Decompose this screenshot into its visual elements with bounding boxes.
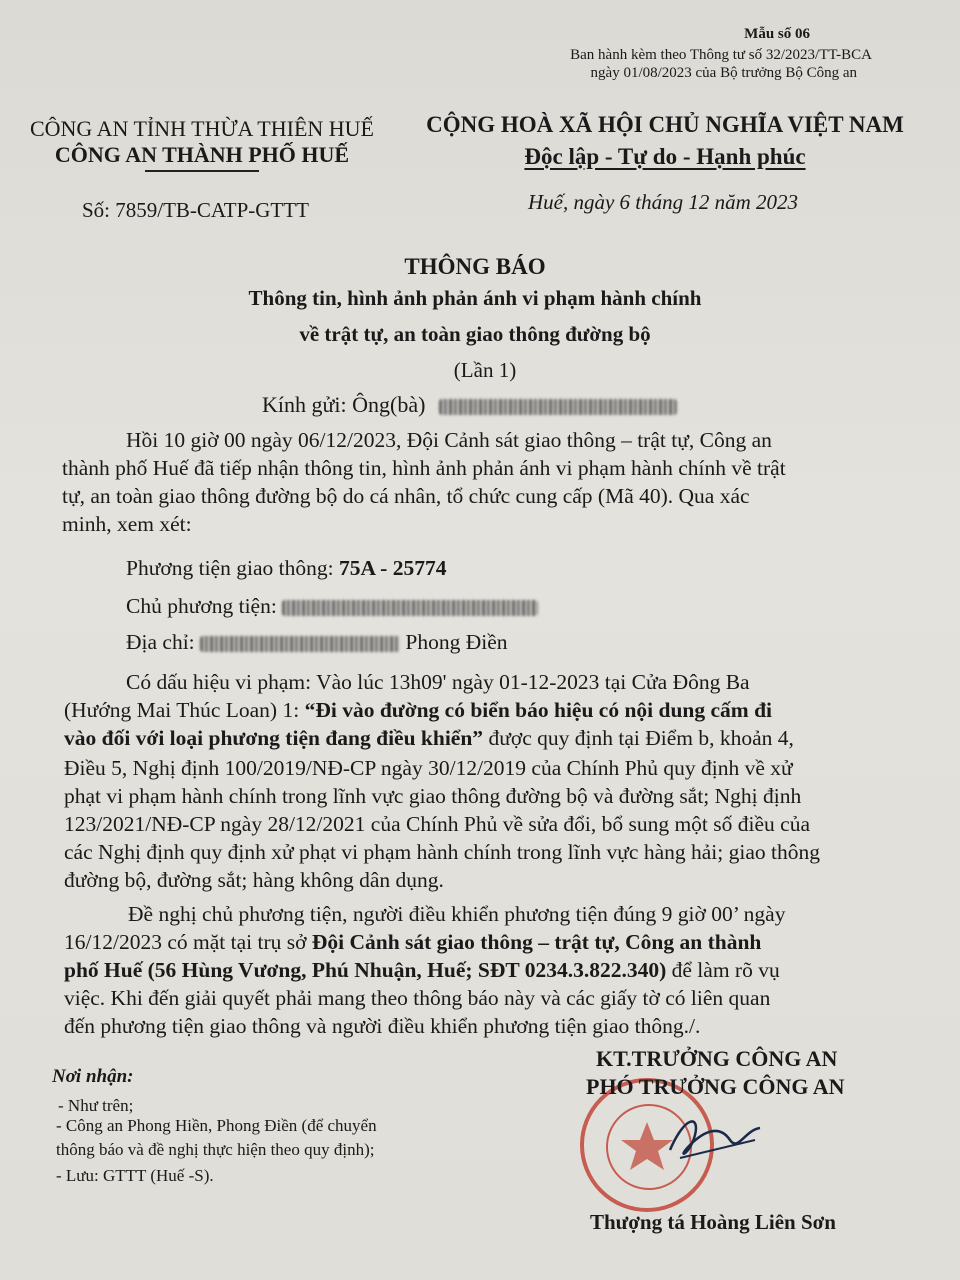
redacted-owner — [282, 600, 538, 616]
para1-line1: Hồi 10 giờ 00 ngày 06/12/2023, Đội Cảnh sát giao thông – trật tự, Công an — [126, 428, 772, 452]
national-header — [420, 112, 910, 170]
handwritten-signature — [660, 1110, 770, 1170]
para2-line8: đường bộ, đường sắt; hàng không dân dụng. — [64, 868, 444, 892]
para3-line1: Đề nghị chủ phương tiện, người điều khiển phương tiện đúng 9 giờ 00’ ngày — [128, 902, 786, 926]
document-subtitle-1: Thông tin, hình ảnh phản ánh vi phạm hành chính — [248, 286, 702, 310]
para2-line1: Có dấu hiệu vi phạm: Vào lúc 13h09' ngày 01-12-2023 tại Cửa Đông Ba — [126, 670, 750, 694]
vehicle-line: Phương tiện giao thông: 75A - 25774 — [126, 556, 447, 580]
issued-note-line1: Ban hành kèm theo Thông tư số 32/2023/TT-BCA — [570, 47, 872, 63]
signer-title-1: KT.TRƯỞNG CÔNG AN — [596, 1046, 838, 1071]
recipient-2a: - Công an Phong Hiền, Phong Điền (để chuyển — [56, 1116, 377, 1135]
para2-line6: 123/2021/NĐ-CP ngày 28/12/2021 của Chính Phủ về sửa đổi, bổ sung một số điều của — [64, 812, 810, 836]
owner-line: Chủ phương tiện: — [126, 594, 538, 619]
nation-motto: Độc lập - Tự do - Hạnh phúc — [524, 144, 806, 169]
document-number: Số: 7859/TB-CATP-GTTT — [82, 198, 309, 222]
para2-line2: (Hướng Mai Thúc Loan) 1: “Đi vào đường có biển báo hiệu có nội dung cấm đi — [64, 698, 773, 722]
place-date: Huế, ngày 6 tháng 12 năm 2023 — [528, 190, 799, 214]
para2-line5: phạt vi phạm hành chính trong lĩnh vực giao thông đường bộ và đường sắt; Nghị định — [64, 784, 802, 808]
para1-line3: tự, an toàn giao thông đường bộ do cá nhân, tổ chức cung cấp (Mã 40). Qua xác — [62, 484, 750, 508]
recipient-1: - Như trên; — [58, 1096, 134, 1115]
signer-title-2: PHÓ TRƯỞNG CÔNG AN — [586, 1074, 845, 1099]
para1-line2: thành phố Huế đã tiếp nhận thông tin, hình ảnh phản ánh vi phạm hành chính về trật — [62, 456, 786, 480]
signer-name: Thượng tá Hoàng Liên Sơn — [590, 1210, 836, 1234]
recipient-2b: thông báo và đề nghị thực hiện theo quy định); — [56, 1140, 375, 1159]
redacted-name — [439, 399, 677, 415]
notice-round: (Lần 1) — [453, 358, 517, 382]
para3-line5: đến phương tiện giao thông và người điều khiển phương tiện giao thông./. — [64, 1014, 701, 1038]
org-line2: CÔNG AN THÀNH PHỐ HUẾ — [55, 142, 349, 168]
form-number: Mẫu số 06 — [744, 26, 810, 42]
vehicle-plate: 75A - 25774 — [338, 556, 447, 580]
para2-line3: vào đối với loại phương tiện đang điều khiển” được quy định tại Điểm b, khoản 4, — [64, 726, 794, 750]
issuing-organization — [22, 116, 382, 168]
para2-line4: Điều 5, Nghị định 100/2019/NĐ-CP ngày 30/12/2019 của Chính Phủ quy định về xử — [64, 756, 793, 780]
para3-line2: 16/12/2023 có mặt tại trụ sở Đội Cảnh sát giao thông – trật tự, Công an thành — [64, 930, 762, 954]
address-line: Địa chỉ: Phong Điền — [126, 630, 508, 654]
org-line1: CÔNG AN TỈNH THỪA THIÊN HUẾ — [29, 116, 374, 141]
redacted-address — [200, 636, 400, 652]
addressee: Kính gửi: Ông(bà) — [262, 392, 677, 418]
para1-line4: minh, xem xét: — [62, 512, 192, 536]
para2-line7: các Nghị định quy định xử phạt vi phạm hành chính trong lĩnh vực hàng hải; giao thông — [64, 840, 820, 864]
nation-name: CỘNG HOÀ XÃ HỘI CHỦ NGHĨA VIỆT NAM — [426, 112, 904, 137]
document-title: THÔNG BÁO — [404, 254, 546, 279]
recipients-label: Nơi nhận: — [52, 1066, 134, 1087]
recipient-3: - Lưu: GTTT (Huế -S). — [56, 1166, 214, 1185]
issued-note-line2: ngày 01/08/2023 của Bộ trưởng Bộ Công an — [590, 65, 857, 81]
para3-line3: phố Huế (56 Hùng Vương, Phú Nhuận, Huế; SĐT 0234.3.822.340) để làm rõ vụ — [64, 958, 780, 982]
document-subtitle-2: về trật tự, an toàn giao thông đường bộ — [299, 322, 651, 346]
para3-line4: việc. Khi đến giải quyết phải mang theo thông báo này và các giấy tờ có liên quan — [64, 986, 771, 1010]
